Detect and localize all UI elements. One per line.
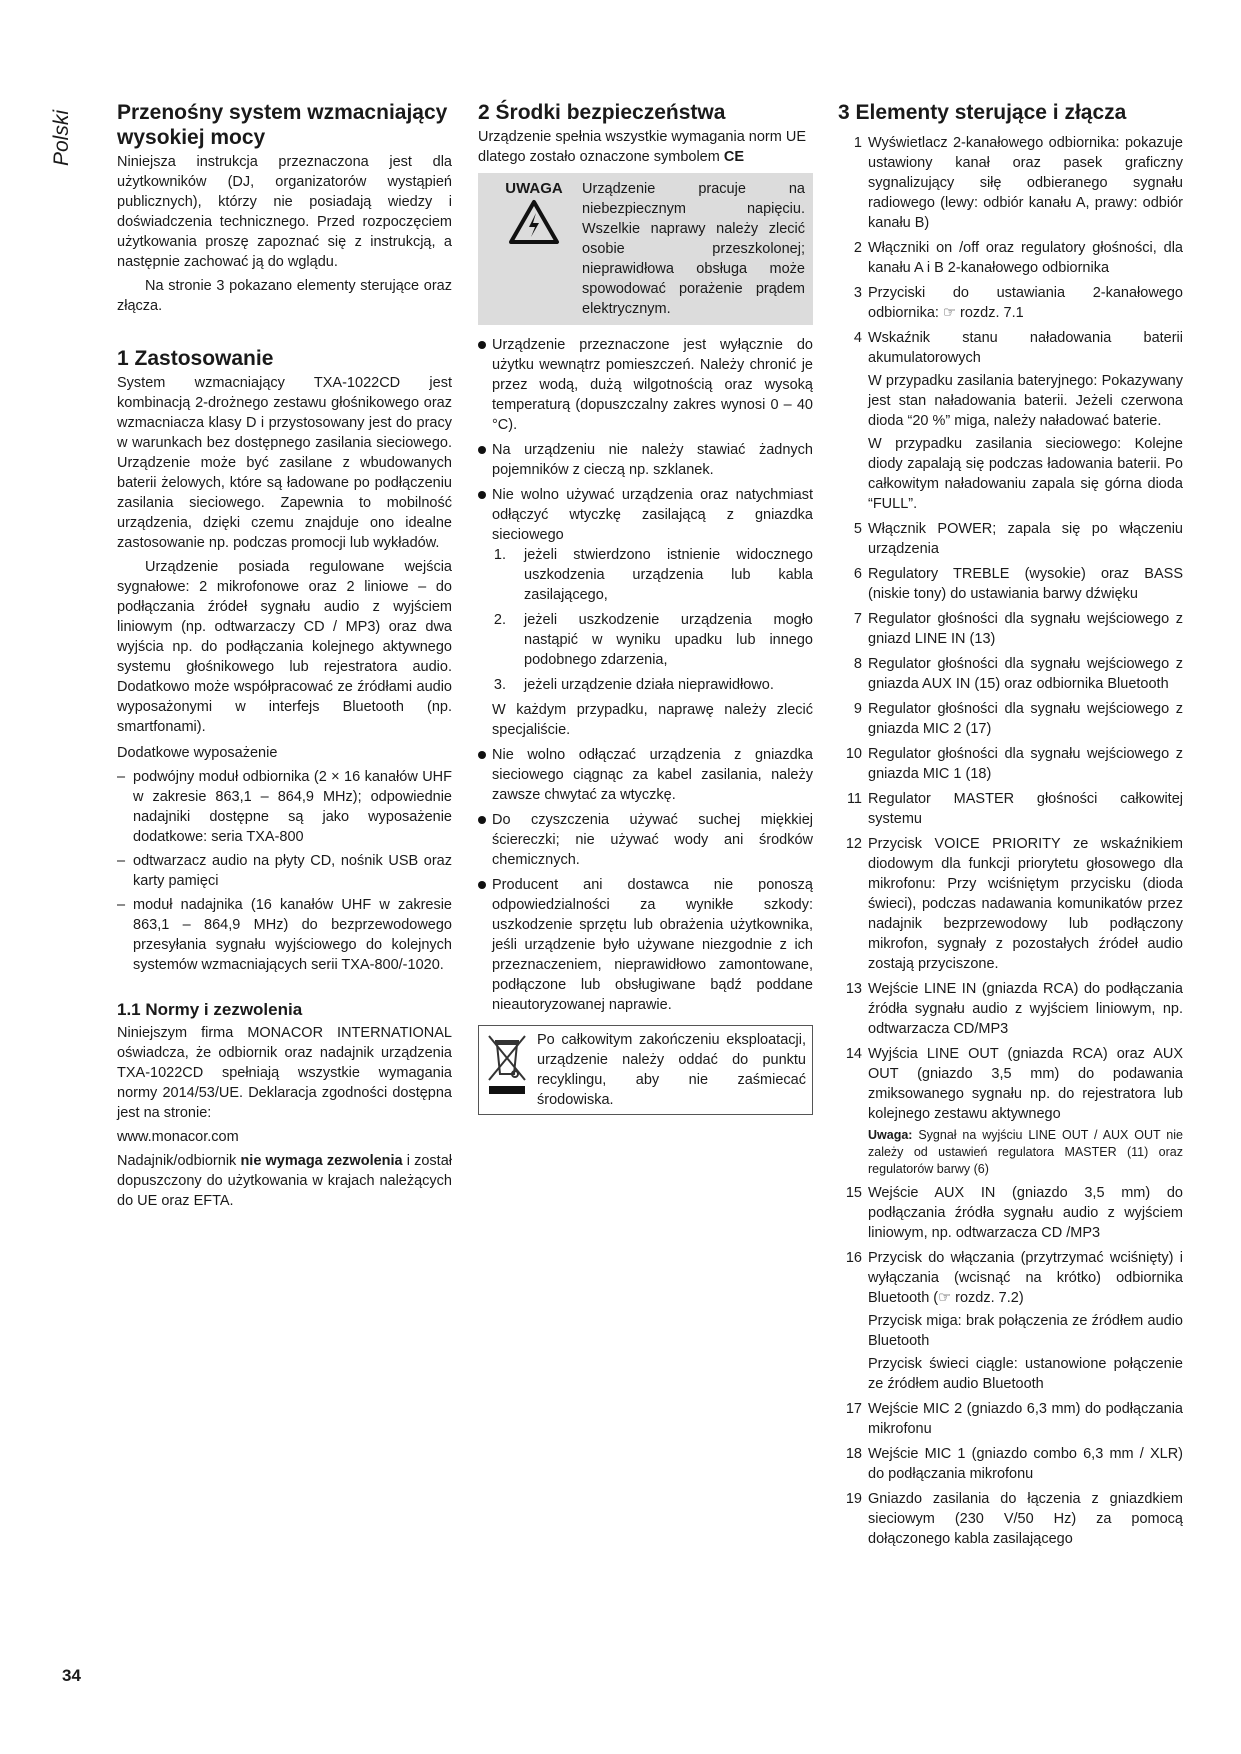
item-number: 1 [853, 135, 862, 151]
item-text: Wyjścia LINE OUT (gniazda RCA) oraz AUX OUT (gniazdo 3,5 mm) do podawania zmiksowanego sygnału np. do rejestratora lub kolejnego zestawu aktywnego [868, 1046, 1183, 1122]
item-number: 13 [845, 981, 862, 997]
list-item: Producent ani dostawca nie ponoszą odpowiedzialności za wynikłe szkody: uszkodzenie sprzętu lub obrażenia użytkownika, jeśli urządzenie było używane niezgodnie z ich przeznaczeniem, nieprawidłowo zamontowane, podłączone lub obsługiwane bądź poddane nieautoryzowanej naprawie. [478, 875, 813, 1015]
section-1-paragraph: System wzmacniający TXA-1022CD jest kombinacją 2-drożnego zestawu głośnikowego oraz wzmacniacza klasy D i przystosowany jest do pracy w warunkach bez dostępnego zasilania sieciowego. Urządzenie może być zasilane z wbudowanych baterii żelowych, które są ładowane po podłączeniu zasilania sieciowego. Zapewnia to mobilność urządzenia, dzięki czemu znajduje ono idealne zastosowanie np. podczas promocji lub wykładów. [117, 375, 452, 551]
list-item: Na urządzeniu nie należy stawiać żadnych pojemników z cieczą np. szklanek. [478, 440, 813, 480]
item-number: 3 [853, 285, 862, 301]
recycling-text: Po całkowitym zakończeniu eksploatacji, urządzenie należy oddać do punktu recyklingu, aby nie zaśmiecać środowiska. [537, 1032, 806, 1108]
control-item [838, 744, 1183, 784]
section-1-paragraph-2: Urządzenie posiada regulowane wejścia sygnałowe: 2 mikrofonowe oraz 2 liniowe – do podłączania źródeł sygnału audio z wyjściem liniowym (np. odtwarzaczy CD / MP3) oraz dwa wyjścia np. do podłączania kolejnego aktywnego systemu głośnikowego lub rejestratora audio. Dodatkowo może współpracować ze źródłami audio wyposażonymi w interfejs Bluetooth (np. smartfonami). [117, 559, 452, 735]
item-number: 12 [845, 836, 862, 852]
list-item: Nie wolno odłączać urządzenia z gniazdka sieciowego ciągnąc za kabel zasilania, należy zawsze chwytać za wtyczkę. [478, 745, 813, 805]
control-item [838, 789, 1183, 829]
section-1-heading: 1 Zastosowanie [117, 347, 274, 370]
control-item [838, 1183, 1183, 1243]
item-detail: Przycisk świeci ciągle: ustanowione połączenie ze źródłem audio Bluetooth [868, 1356, 1183, 1392]
control-item [838, 238, 1183, 278]
control-item [838, 1399, 1183, 1439]
sub-item: 3. jeżeli urządzenie działa nieprawidłowo. [510, 675, 813, 695]
extras-label: Dodatkowe wyposażenie [117, 745, 278, 761]
item-number: 8 [853, 656, 862, 672]
weee-bin-icon [485, 1030, 529, 1100]
sub-item: 1. jeżeli stwierdzono istnienie widocznego uszkodzenia urządzenia lub kabla zasilającego, [510, 545, 813, 605]
item-number: 2 [853, 240, 862, 256]
item-detail: Przycisk miga: brak połączenia ze źródłem audio Bluetooth [868, 1313, 1183, 1349]
list-item: Do czyszczenia używać suchej miękkiej ściereczki; nie używać wody ani środków chemicznych. [478, 810, 813, 870]
item-text: Przycisk VOICE PRIORITY ze wskaźnikiem diodowym dla funkcji priorytetu głosowego dla mikrofonu: Przy wciśniętym przycisku (dioda świeci), podczas nadawania komunikatów przez nadajnik bezprzewodowy lub podłączony mikrofon, sygnały z pozostałych źródeł audio zostają przyciszone. [868, 836, 1183, 972]
item-text: Przycisk do włączania (przytrzymać wciśnięty) i wyłączania (wcisnąć na krótko) odbiornika Bluetooth (☞ rozdz. 7.2) [868, 1250, 1183, 1306]
high-voltage-icon [508, 199, 560, 245]
column-intro [117, 100, 452, 1215]
item-text: Regulator głośności dla sygnału wejściowego z gniazd LINE IN (13) [868, 611, 1183, 647]
item-number: 5 [853, 521, 862, 537]
license-paragraph [117, 1151, 452, 1211]
list-item: Nie wolno używać urządzenia oraz natychmiast odłączyć wtyczkę zasilającą z gniazdka sieciowego 1. jeżeli stwierdzono istnienie widocznego uszkodzenia urządzenia lub kabla zasilającego, 2. jeżeli uszkodzenie urządzenia mogło nastąpić w wyniku upadku lub innego podobnego zdarzenia, 3. jeżeli urządzenie działa nieprawidłowo. W każdym przypadku, naprawę należy zlecić specjaliście. [478, 485, 813, 740]
column-safety [478, 100, 813, 1115]
ce-paragraph [478, 127, 813, 167]
section-1-1-paragraph: Niniejszym firma MONACOR INTERNATIONAL oświadcza, że odbiornik oraz nadajnik urządzenia TXA-1022CD spełniają wszystkie wymagania normy 2014/53/UE. Deklaracja zgodności dostępna jest na stronie: [117, 1025, 452, 1121]
item-text: Przyciski do ustawiania 2-kanałowego odbiornika: ☞ rozdz. 7.1 [868, 285, 1183, 321]
control-item [838, 699, 1183, 739]
control-item [838, 1489, 1183, 1549]
text: Urządzenie spełnia wszystkie wymagania norm UE dlatego zostało oznaczone symbolem [478, 129, 806, 165]
item-number: 9 [853, 701, 862, 717]
website-link[interactable]: www.monacor.com [117, 1129, 239, 1145]
item-detail: W przypadku zasilania sieciowego: Kolejne diody zapalają się podczas ładowania baterii. Po całkowitym naładowaniu zapala się górna dioda “FULL”. [868, 436, 1183, 512]
item-text: Regulator głośności dla sygnału wejściowego z gniazda AUX IN (15) oraz odbiornika Bluetooth [868, 656, 1183, 692]
page-number: 34 [62, 1666, 81, 1685]
warning-box [478, 173, 813, 325]
control-item [838, 654, 1183, 694]
item-number: 16 [845, 1250, 862, 1266]
control-item [838, 283, 1183, 323]
sub-item: 2. jeżeli uszkodzenie urządzenia mogło nastąpić w wyniku upadku lub innego podobnego zdarzenia, [510, 610, 813, 670]
control-item [838, 979, 1183, 1039]
list-item: – podwójny moduł odbiornika (2 × 16 kanałów UHF w zakresie 863,1 – 864,9 MHz); odpowiednie nadajniki dostępne są jako wyposażenie dodatkowe: seria TXA-800 [117, 767, 452, 847]
item-number: 14 [845, 1046, 862, 1062]
intro-paragraph-2: Na stronie 3 pokazano elementy sterujące oraz złącza. [117, 278, 452, 314]
item-number: 19 [845, 1491, 862, 1507]
item-text: Wejście MIC 2 (gniazdo 6,3 mm) do podłączania mikrofonu [868, 1401, 1183, 1437]
item-number: 7 [853, 611, 862, 627]
list-item: – moduł nadajnika (16 kanałów UHF w zakresie 863,1 – 864,9 MHz) do bezprzewodowego przesyłania sygnału wyjściowego do kolejnych systemów wzmacniających serii TXA-800/-1020. [117, 895, 452, 975]
controls-list [838, 133, 1183, 1549]
document-title: Przenośny system wzmacniający wysokiej mocy [117, 101, 448, 149]
item-text: Wskaźnik stanu naładowania baterii akumulatorowych [868, 330, 1183, 366]
item-text: Włącznik POWER; zapala się po włączeniu urządzenia [868, 521, 1183, 557]
sub-note: W każdym przypadku, naprawę należy zlecić specjaliście. [492, 702, 813, 738]
control-item [838, 1444, 1183, 1484]
control-item [838, 1044, 1183, 1178]
item-number: 17 [845, 1401, 862, 1417]
item-number: 4 [853, 330, 862, 346]
section-2-heading: 2 Środki bezpieczeństwa [478, 101, 726, 124]
item-text: Wejście LINE IN (gniazda RCA) do podłączania źródła sygnału audio z wyjściem liniowym, np. odtwarzacza CD/MP3 [868, 981, 1183, 1037]
intro-paragraph: Niniejsza instrukcja przeznaczona jest dla użytkowników (DJ, organizatorów wystąpień publicznych), którzy nie posiadają wiedzy i doświadczenia technicznego. Przed rozpoczęciem użytkowania proszę zapoznać się z instrukcją, a następnie zachować ją do wglądu. [117, 154, 452, 270]
item-text: Wejście MIC 1 (gniazdo combo 6,3 mm / XLR) do podłączania mikrofonu [868, 1446, 1183, 1482]
item-number: 18 [845, 1446, 862, 1462]
item-detail: W przypadku zasilania bateryjnego: Pokazywany jest stan naładowania baterii. Jeżeli czerwona dioda “20 %” miga, należy naładować baterie. [868, 373, 1183, 429]
item-number: 11 [846, 791, 862, 807]
item-number: 15 [845, 1185, 862, 1201]
item-text: Regulator głośności dla sygnału wejściowego z gniazda MIC 2 (17) [868, 701, 1183, 737]
item-text: Regulator głośności dla sygnału wejściowego z gniazda MIC 1 (18) [868, 746, 1183, 782]
sub-list [492, 545, 813, 695]
item-number: 6 [853, 566, 862, 582]
item-text: Regulator MASTER głośności całkowitej systemu [868, 791, 1183, 827]
language-tab [50, 100, 92, 180]
list-item: – odtwarzacz audio na płyty CD, nośnik USB oraz karty pamięci [117, 851, 452, 891]
ce-mark-icon: CE [723, 149, 744, 165]
item-text: Włączniki on /off oraz regulatory głośności, dla kanału A i B 2-kanałowego odbiornika [868, 240, 1183, 276]
item-text: Regulatory TREBLE (wysokie) oraz BASS (niskie tony) do ustawiania barwy dźwięku [868, 566, 1183, 602]
safety-list [478, 335, 813, 1015]
item-text: Gniazdo zasilania do łączenia z gniazdkiem sieciowym (230 V/50 Hz) za pomocą dołączonego kabla zasilającego [868, 1491, 1183, 1547]
item-note: Uwaga: Sygnał na wyjściu LINE OUT / AUX OUT nie zależy od ustawień regulatora MASTER (11) oraz regulatorów barwy (6) [868, 1128, 1183, 1176]
recycling-box [478, 1025, 813, 1115]
emphasis: nie wymaga zezwolenia [240, 1153, 403, 1169]
column-controls [838, 100, 1183, 1554]
control-item [838, 564, 1183, 604]
extras-list [117, 767, 452, 975]
section-1-1-heading: 1.1 Normy i zezwolenia [117, 1000, 303, 1019]
control-item [838, 1248, 1183, 1394]
control-item [838, 519, 1183, 559]
text: i został dopuszczony do użytkowania w krajach należących do UE oraz EFTA. [117, 1153, 452, 1209]
control-item [838, 834, 1183, 974]
item-text: Wejście AUX IN (gniazdo 3,5 mm) do podłączania źródła sygnału audio z wyjściem liniowym, np. odtwarzacza CD /MP3 [868, 1185, 1183, 1241]
section-3-heading: 3 Elementy sterujące i złącza [838, 101, 1127, 124]
item-text: Wyświetlacz 2-kanałowego odbiornika: pokazuje ustawiony kanał oraz pasek graficzny sygnalizujący siłę odbieranego sygnału radiowego (lewy: odbiór kanału A, prawy: odbiór kanału B) [868, 135, 1183, 231]
control-item [838, 328, 1183, 514]
control-item [838, 609, 1183, 649]
warning-label: UWAGA [505, 180, 563, 197]
text: Nadajnik/odbiornik [117, 1153, 241, 1169]
item-number: 10 [845, 746, 862, 762]
warning-text: Urządzenie pracuje na niebezpiecznym napięciu. Wszelkie naprawy należy zlecić osobie przeszkolonej; nieprawidłowa obsługa może spowodować porażenie prądem elektrycznym. [582, 181, 805, 317]
control-item [838, 133, 1183, 233]
list-item: Urządzenie przeznaczone jest wyłącznie do użytku wewnątrz pomieszczeń. Należy chronić je przez wodą, dużą wilgotnością oraz wysoką temperaturą (dopuszczalny zakres wynosi 0 – 40 °C). [478, 335, 813, 435]
language-label: Polski [50, 109, 74, 167]
